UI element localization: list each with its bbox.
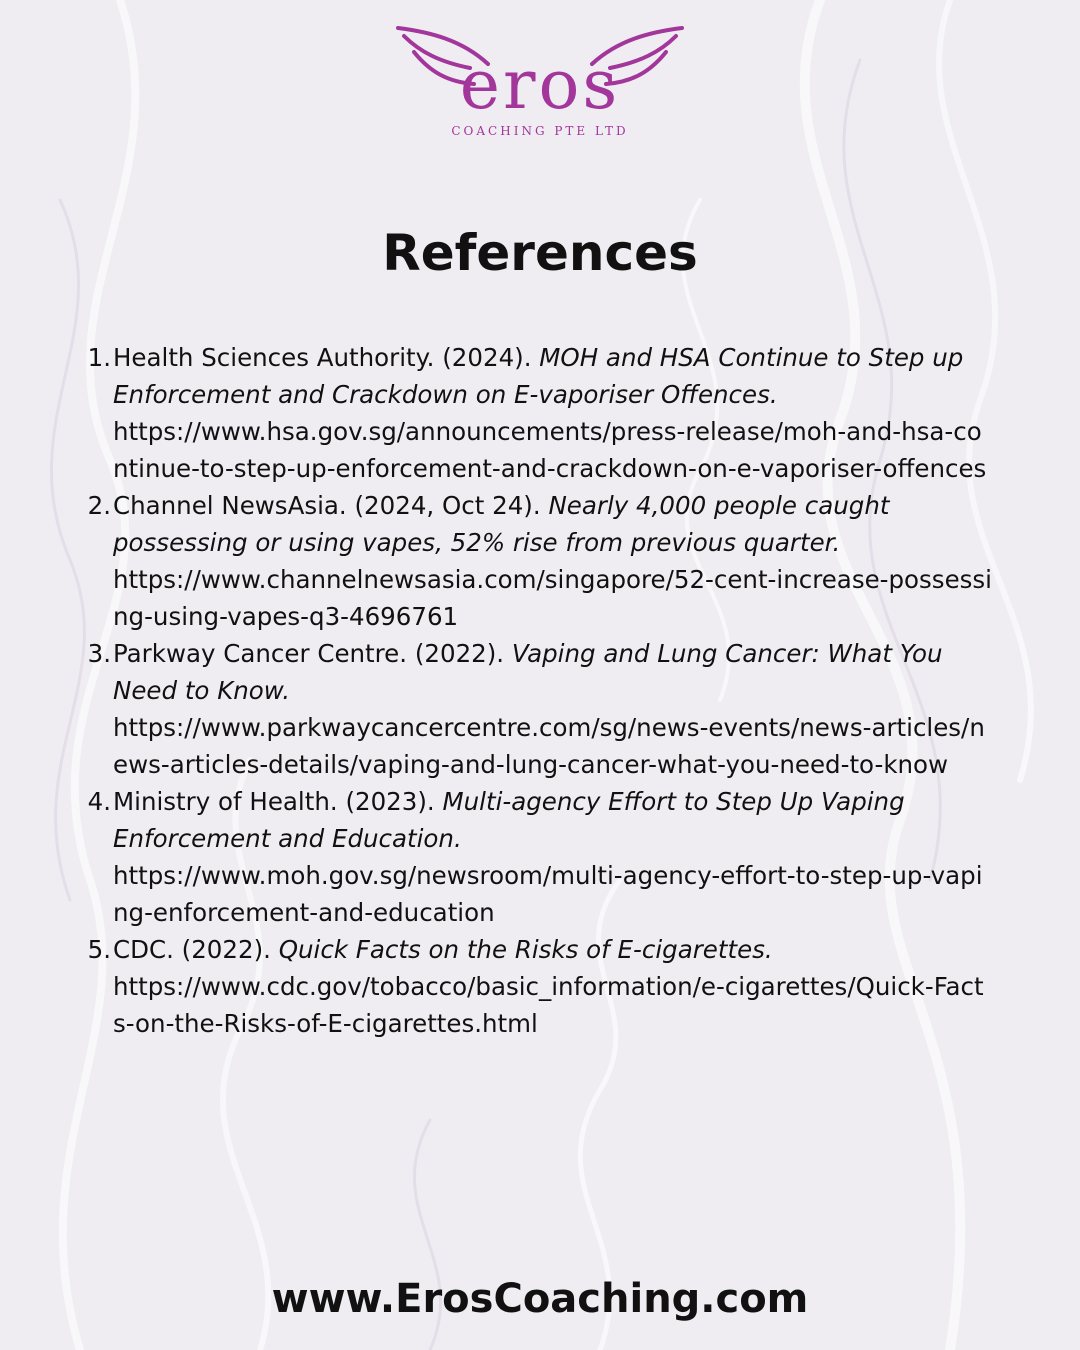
references-list — [84, 339, 994, 1042]
reference-item — [84, 635, 994, 783]
reference-url[interactable]: https://www.parkwaycancercentre.com/sg/news-events/news-articles/news-articles-details/vaping-and-lung-cancer-what-you-need-to-know — [113, 713, 985, 779]
reference-source: Channel NewsAsia. (2024, Oct 24). — [113, 491, 541, 520]
reference-title: Multi-agency Effort to Step Up Vaping Enforcement and Education. — [113, 787, 905, 853]
reference-number: 4. — [87, 787, 111, 816]
reference-url[interactable]: https://www.hsa.gov.sg/announcements/press-release/moh-and-hsa-continue-to-step-up-enforcement-and-crackdown-on-e-vaporiser-offences — [113, 417, 987, 483]
logo-subtitle: COACHING PTE LTD — [451, 124, 629, 138]
reference-number: 1. — [87, 343, 111, 372]
eros-coaching-logo — [390, 22, 690, 144]
reference-source: Parkway Cancer Centre. (2022). — [113, 639, 505, 668]
reference-url[interactable]: https://www.channelnewsasia.com/singapore/52-cent-increase-possessing-using-vapes-q3-4696761 — [113, 565, 992, 631]
reference-title: Quick Facts on the Risks of E-cigarettes. — [278, 935, 773, 964]
reference-source: Health Sciences Authority. (2024). — [113, 343, 532, 372]
reference-item — [84, 339, 994, 487]
reference-number: 2. — [87, 491, 111, 520]
reference-url[interactable]: https://www.cdc.gov/tobacco/basic_information/e-cigarettes/Quick-Facts-on-the-Risks-of-E-cigarettes.html — [113, 972, 984, 1038]
reference-number: 3. — [87, 639, 111, 668]
page-title: References — [382, 224, 698, 282]
reference-item — [84, 931, 994, 1042]
website-link[interactable]: www.ErosCoaching.com — [271, 1276, 809, 1322]
reference-source: CDC. (2022). — [113, 935, 271, 964]
reference-number: 5. — [87, 935, 111, 964]
reference-item — [84, 487, 994, 635]
reference-title: Nearly 4,000 people caught possessing or using vapes, 52% rise from previous quarter. — [113, 491, 890, 557]
reference-title: MOH and HSA Continue to Step up Enforcement and Crackdown on E-vaporiser Offences. — [113, 343, 964, 409]
reference-source: Ministry of Health. (2023). — [113, 787, 435, 816]
reference-url[interactable]: https://www.moh.gov.sg/newsroom/multi-agency-effort-to-step-up-vaping-enforcement-and-education — [113, 861, 983, 927]
reference-item — [84, 783, 994, 931]
reference-title: Vaping and Lung Cancer: What You Need to Know. — [113, 639, 943, 705]
logo-wordmark: eros — [459, 46, 621, 125]
